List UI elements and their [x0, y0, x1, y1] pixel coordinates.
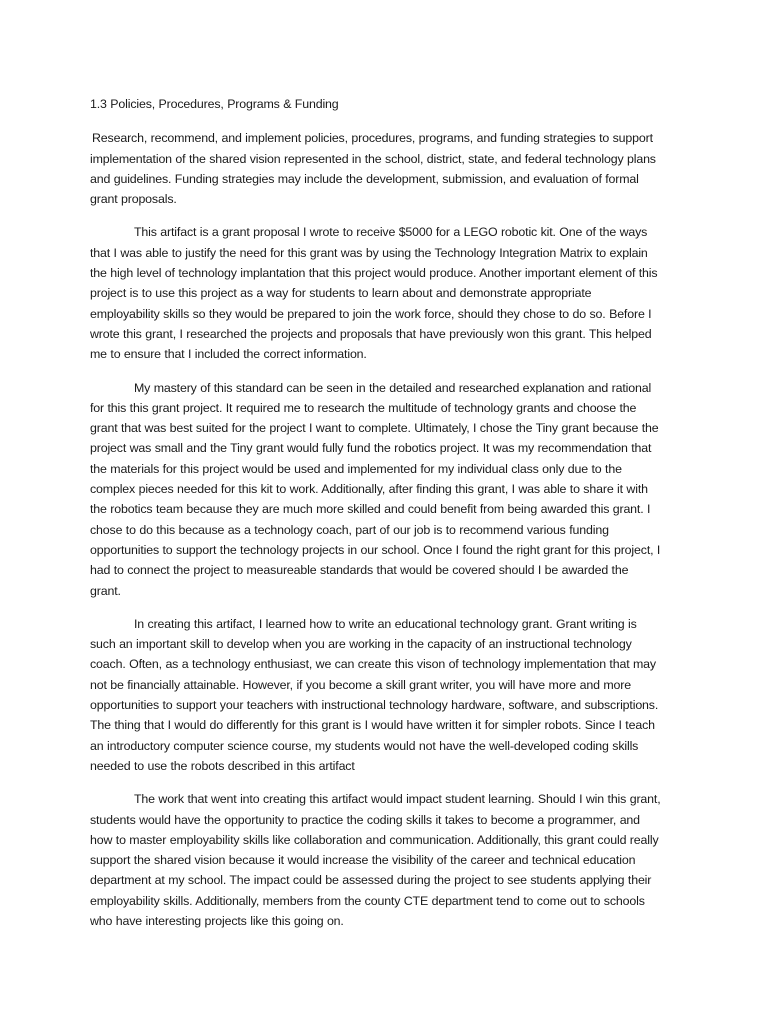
paragraph-learning: In creating this artifact, I learned how to write an educational technology grant. Grant writing is such an important skill to develop when you are working in the capacity of an instructional technology coach. Often, as a technology enthusiast, we can create this vison of technology implementation that may not be financially attainable. However, if you become a skill grant writer, you will have more and more opportunities to support your teachers with instructional technology hardware, software, and subscriptions. The thing that I would do differently for this grant is I would have written it for simpler robots. Since I teach an introductory computer science course, my students would not have the well-developed coding skills needed to use the robots described in this artifact [90, 616, 659, 773]
paragraph-mastery: My mastery of this standard can be seen in the detailed and researched explanation and rational for this this grant project. It required me to research the multitude of technology grants and choose the grant that was best suited for the project I want to complete. Ultimately, I chose the Tiny grant because the project was small and the Tiny grant would fully fund the robotics project. It was my recommendation that the materials for this project would be used and implemented for my individual class only due to the complex pieces needed for this kit to work. Additionally, after finding this grant, I was able to share it with the robotics team because they are much more skilled and could benefit from being awarded this grant. I chose to do this because as a technology coach, part of our job is to recommend various funding opportunities to support the technology projects in our school. Once I found the right grant for this project, I had to connect the project to measureable standards that would be covered should I be awarded the grant. [90, 380, 661, 598]
section-heading: 1.3 Policies, Procedures, Programs & Funding [90, 97, 339, 111]
standard-description: Research, recommend, and implement policies, procedures, programs, and funding strategies to support implementation of the shared vision represented in the school, district, state, and federal technology plans and guidelines. Funding strategies may include the development, submission, and evaluation of formal grant proposals. [90, 131, 656, 207]
document-body [90, 94, 662, 944]
paragraph-artifact-description: This artifact is a grant proposal I wrote to receive $5000 for a LEGO robotic kit. One of the ways that I was able to justify the need for this grant was by using the Technology Integration Matrix to explain the high level of technology implantation that this project would produce. Another important element of this project is to use this project as a way for students to learn about and demonstrate appropriate employability skills so they would be prepared to join the work force, should they chose to do so. Before I wrote this grant, I researched the projects and proposals that have previously won this grant. This helped me to ensure that I included the correct information. [90, 225, 658, 362]
paragraph-impact: The work that went into creating this artifact would impact student learning. Should I win this grant, students would have the opportunity to practice the coding skills it takes to become a programmer, and how to master employability skills like collaboration and communication. Additionally, this grant could really support the shared vision because it would increase the visibility of the career and technical education department at my school. The impact could be assessed during the project to see students applying their employability skills. Additionally, members from the county CTE department tend to come out to schools who have interesting projects like this going on. [90, 792, 661, 928]
